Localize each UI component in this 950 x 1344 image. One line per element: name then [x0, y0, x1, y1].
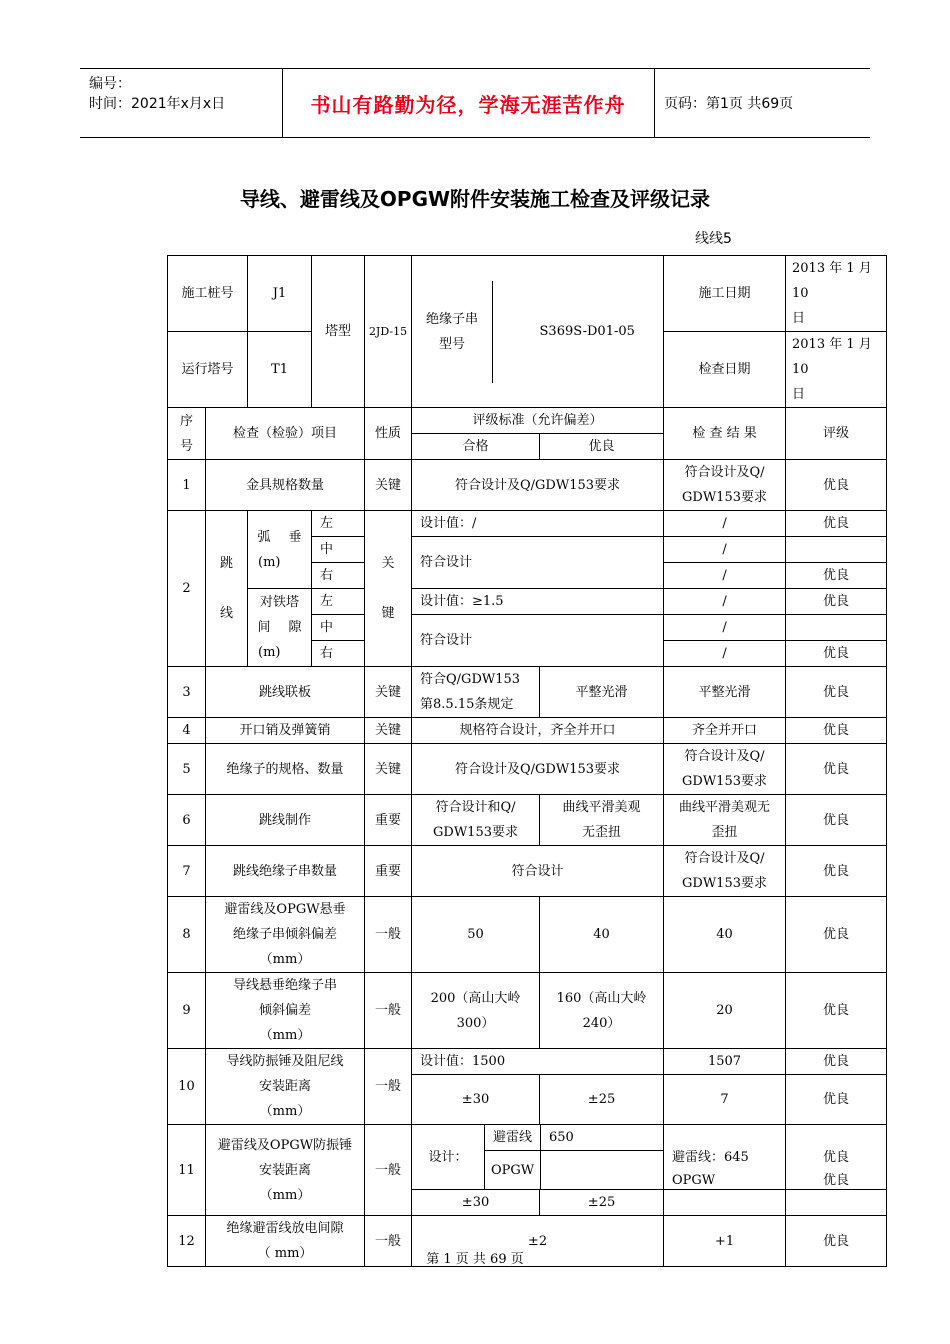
- row-item-line2: （ mm）: [257, 1246, 313, 1261]
- gap-label-char1: 间: [257, 620, 271, 635]
- inspection-table: [167, 255, 887, 1267]
- row-result: 齐全并开口: [664, 718, 786, 744]
- run-tower-label: 运行塔号: [168, 332, 248, 408]
- row-nature: 一般: [365, 1216, 412, 1267]
- position-middle: 中: [312, 615, 365, 641]
- row-item: 开口销及弹簧销: [206, 718, 365, 744]
- row-design-value: [412, 1125, 664, 1190]
- row-result-line1: 符合设计及Q/: [684, 851, 765, 866]
- row-item: [206, 1125, 365, 1216]
- row-standard: 符合设计及Q/GDW153要求: [412, 460, 664, 511]
- position-middle: 中: [312, 537, 365, 563]
- row-qualified-line1: 200（高山大岭: [430, 990, 521, 1006]
- inspection-date: [786, 332, 887, 408]
- row-item: 跳线制作: [206, 795, 365, 846]
- row-result-line2: GDW153要求: [682, 774, 767, 789]
- col-seq-line2: 号: [179, 438, 193, 454]
- row-grade: 优良: [786, 511, 887, 537]
- row-item-line1: 避雷线及OPGW悬垂: [224, 902, 346, 917]
- row-item: [206, 1049, 365, 1125]
- row-number: 10: [168, 1049, 206, 1125]
- tower-type-value: 2JD-15: [365, 256, 412, 408]
- row-result-line1: 符合设计及Q/: [684, 465, 765, 480]
- row-qualified: 50: [412, 897, 540, 973]
- table-row: [168, 795, 887, 846]
- row-item: [206, 973, 365, 1049]
- row-grade: 优良: [786, 795, 887, 846]
- row-standard: 规格符合设计，齐全并开口: [412, 718, 664, 744]
- row-grade: 优良: [786, 641, 887, 667]
- row-qualified: ±30: [412, 1190, 540, 1216]
- construction-date-line1: 2013 年 1 月 10: [792, 261, 872, 301]
- opgw-label: OPGW: [485, 1151, 541, 1189]
- row-excellent-line2: 无歪扭: [582, 825, 622, 840]
- row-qualified: [412, 973, 540, 1049]
- row-grade: 优良: [786, 460, 887, 511]
- row-qualified-line2: 300）: [456, 1015, 495, 1031]
- lightning-label: 避雷线: [485, 1125, 541, 1150]
- number-label: 编号：: [89, 76, 131, 92]
- row-standard: 符合设计及Q/GDW153要求: [412, 744, 664, 795]
- table-row: [168, 1049, 887, 1075]
- row-item-line3: （mm）: [259, 1187, 311, 1203]
- row-item: [206, 897, 365, 973]
- row-item-char2: 线: [220, 605, 234, 621]
- row-number: 1: [168, 460, 206, 511]
- row-result: /: [664, 537, 786, 563]
- row-excellent-line2: 240）: [582, 1015, 621, 1031]
- row-result: 7: [664, 1075, 786, 1125]
- insulator-label-line1: 绝缘子串: [426, 311, 479, 327]
- sag-conform: 符合设计: [412, 537, 664, 589]
- row-result: +1: [664, 1216, 786, 1267]
- column-header-row-1: [168, 408, 887, 434]
- row-result: 避雷线：645: [664, 1125, 786, 1190]
- row-result: /: [664, 563, 786, 589]
- inspection-date-line1: 2013 年 1 月 10: [792, 337, 872, 377]
- row-design-value: 设计值：1500: [412, 1049, 664, 1075]
- row-result: /: [664, 641, 786, 667]
- row-excellent: 40: [540, 897, 664, 973]
- row-grade: 优良: [786, 563, 887, 589]
- row-item-line3: （mm）: [259, 1028, 311, 1043]
- row-result-line2: GDW153要求: [682, 876, 767, 891]
- row-result: 平整光滑: [664, 667, 786, 718]
- row-item-line3: （mm）: [259, 1104, 311, 1119]
- row-excellent: [540, 973, 664, 1049]
- row-result: 40: [664, 897, 786, 973]
- sag-label-char2: 垂: [288, 529, 302, 545]
- table-row: [168, 511, 887, 537]
- col-qualified: 合格: [412, 434, 540, 460]
- row-grade: 优良: [786, 1049, 887, 1075]
- row-nature: 重要: [365, 795, 412, 846]
- sag-label: [248, 511, 312, 589]
- row-nature: 关键: [365, 744, 412, 795]
- table-row: [168, 744, 887, 795]
- row-grade: 优良: [786, 667, 887, 718]
- row-qualified: ±30: [412, 1075, 540, 1125]
- time-label: 时间：2021年x月x日: [89, 96, 226, 112]
- row-item-line1: 导线防振锤及阻尼线: [226, 1054, 344, 1069]
- row-number: 4: [168, 718, 206, 744]
- row-grade: 优良: [786, 744, 887, 795]
- table-row: [168, 667, 887, 718]
- inspection-date-label: 检查日期: [664, 332, 786, 408]
- row-number: 8: [168, 897, 206, 973]
- document-subtitle: 线线5: [695, 231, 732, 247]
- row-result-line1: 符合设计及Q/: [684, 749, 765, 764]
- row-qualified-line1: 符合设计和Q/: [435, 800, 516, 815]
- row-excellent: [540, 795, 664, 846]
- row-result: /: [664, 589, 786, 615]
- row-number: 11: [168, 1125, 206, 1216]
- row-result: [664, 846, 786, 897]
- page-footer: 第 1 页 共 69 页: [426, 1252, 524, 1267]
- row-grade: 优良: [786, 1216, 887, 1267]
- row-result: 1507: [664, 1049, 786, 1075]
- pile-value: J1: [248, 256, 312, 332]
- row-item-line1: 避雷线及OPGW防振锤: [217, 1137, 353, 1153]
- sag-label-char1: 弧: [257, 529, 271, 545]
- row-result: /: [664, 511, 786, 537]
- inspection-date-line2: 日: [792, 387, 806, 402]
- gap-label-char2: 隙: [288, 620, 302, 635]
- row-nature-char2: 键: [381, 605, 395, 621]
- row-grade: [786, 615, 887, 641]
- gap-conform: 符合设计: [412, 615, 664, 667]
- row-excellent: 平整光滑: [540, 667, 664, 718]
- row-result-opgw: OPGW: [664, 1170, 786, 1196]
- row-grade: 优良: [786, 718, 887, 744]
- row-nature: 一般: [365, 1125, 412, 1216]
- row-grade: 优良: [786, 846, 887, 897]
- row-excellent: ±25: [540, 1075, 664, 1125]
- row-item-line2: 安装距离: [259, 1162, 312, 1178]
- insulator-label-line2: 型号: [439, 336, 466, 352]
- col-seq: [168, 408, 206, 460]
- row-item-group: [206, 511, 248, 667]
- row-result-line1: 曲线平滑美观无: [679, 800, 771, 815]
- row-nature: 关键: [365, 718, 412, 744]
- pile-label: 施工桩号: [168, 256, 248, 332]
- table-row: [168, 897, 887, 973]
- construction-date-label: 施工日期: [664, 256, 786, 332]
- document-title: 导线、避雷线及OPGW附件安装施工检查及评级记录: [239, 187, 711, 211]
- header-page-info: 页码：第1页 共69页: [664, 96, 794, 112]
- sag-unit: (m): [258, 554, 281, 570]
- row-nature: 重要: [365, 846, 412, 897]
- table-row: [168, 718, 887, 744]
- row-nature: 关键: [365, 667, 412, 718]
- row-result-line2: 歪扭: [711, 825, 738, 840]
- row-qualified: [412, 667, 540, 718]
- row-number: 6: [168, 795, 206, 846]
- col-grade: 评级: [786, 408, 887, 460]
- table-row: [168, 973, 887, 1049]
- row-item: 金具规格数量: [206, 460, 365, 511]
- row-number: 9: [168, 973, 206, 1049]
- table-row: [168, 846, 887, 897]
- row-result: [664, 744, 786, 795]
- table-row: [168, 460, 887, 511]
- row-item-line1: 导线悬垂绝缘子串: [233, 978, 338, 993]
- row-item: 绝缘子的规格、数量: [206, 744, 365, 795]
- row-item-line2: 倾斜偏差: [259, 1003, 312, 1018]
- tower-type-label: 塔型: [312, 256, 365, 408]
- row-item: 跳线绝缘子串数量: [206, 846, 365, 897]
- run-tower-value: T1: [248, 332, 312, 408]
- row-grade: 优良: [786, 1075, 887, 1125]
- row-result: [664, 460, 786, 511]
- row-qualified-line1: 符合Q/GDW153: [420, 672, 521, 687]
- row-excellent: ±25: [540, 1190, 664, 1216]
- col-nature: 性质: [365, 408, 412, 460]
- row-number: 5: [168, 744, 206, 795]
- position-right: 右: [312, 641, 365, 667]
- row-grade: 优良: [786, 1125, 887, 1190]
- row-qualified: [412, 795, 540, 846]
- col-item: 检查（检验）项目: [206, 408, 365, 460]
- row-nature: 一般: [365, 973, 412, 1049]
- row-excellent-line1: 曲线平滑美观: [562, 800, 641, 815]
- document-header: [80, 68, 870, 138]
- row-standard: ±2: [412, 1216, 664, 1267]
- gap-label-line1: 对铁塔: [260, 595, 300, 610]
- row-number: 3: [168, 667, 206, 718]
- gap-design-value: 设计值：≥1.5: [412, 589, 664, 615]
- table-row: [168, 589, 887, 615]
- col-seq-line1: 序: [179, 413, 193, 429]
- col-standard: 评级标准（允许偏差）: [412, 408, 664, 434]
- col-result: 检 查 结 果: [664, 408, 786, 460]
- position-right: 右: [312, 563, 365, 589]
- row-item-char1: 跳: [220, 555, 234, 571]
- row-qualified-line2: GDW153要求: [433, 825, 518, 840]
- row-number: 12: [168, 1216, 206, 1267]
- lightning-value: 650: [549, 1130, 574, 1145]
- row-nature: 一般: [365, 897, 412, 973]
- insulator-value: S369S-D01-05: [540, 256, 664, 408]
- row-grade: 优良: [786, 897, 887, 973]
- row-standard: 符合设计: [412, 846, 664, 897]
- row-item-line2: 安装距离: [259, 1079, 312, 1094]
- construction-date-line2: 日: [792, 311, 806, 326]
- position-left: 左: [312, 511, 365, 537]
- row-result: /: [664, 615, 786, 641]
- gap-unit: (m): [258, 645, 281, 660]
- row-excellent-line1: 160（高山大岭: [556, 990, 647, 1006]
- row-number: 7: [168, 846, 206, 897]
- row-grade: [786, 537, 887, 563]
- row-nature: [365, 511, 412, 667]
- header-meta: [80, 69, 283, 137]
- gap-label: [248, 589, 312, 667]
- row-result: 20: [664, 973, 786, 1049]
- construction-date: [786, 256, 887, 332]
- row-item-line1: 绝缘避雷线放电间隙: [226, 1221, 344, 1236]
- row-grade: 优良: [786, 973, 887, 1049]
- col-excellent: 优良: [540, 434, 664, 460]
- row-item-line2: 绝缘子串倾斜偏差: [233, 927, 338, 942]
- row-result: [664, 795, 786, 846]
- row-item-line3: （mm）: [259, 952, 311, 967]
- sag-design-value: 设计值：/: [412, 511, 664, 537]
- header-motto: 书山有路勤为径，学海无涯苦作舟: [282, 69, 655, 137]
- design-label: 设计：: [412, 1125, 485, 1189]
- info-row-1: [168, 256, 887, 332]
- position-left: 左: [312, 589, 365, 615]
- row-nature: 关键: [365, 460, 412, 511]
- row-qualified-line2: 第8.5.15条规定: [420, 697, 514, 712]
- row-number: 2: [168, 511, 206, 667]
- insulator-label: [412, 256, 540, 408]
- row-grade: 优良: [786, 589, 887, 615]
- row-nature-char1: 关: [381, 555, 395, 571]
- row-result-line2: GDW153要求: [682, 490, 767, 505]
- row-item: 跳线联板: [206, 667, 365, 718]
- row-nature: 一般: [365, 1049, 412, 1125]
- row-grade: 优良: [786, 1170, 887, 1196]
